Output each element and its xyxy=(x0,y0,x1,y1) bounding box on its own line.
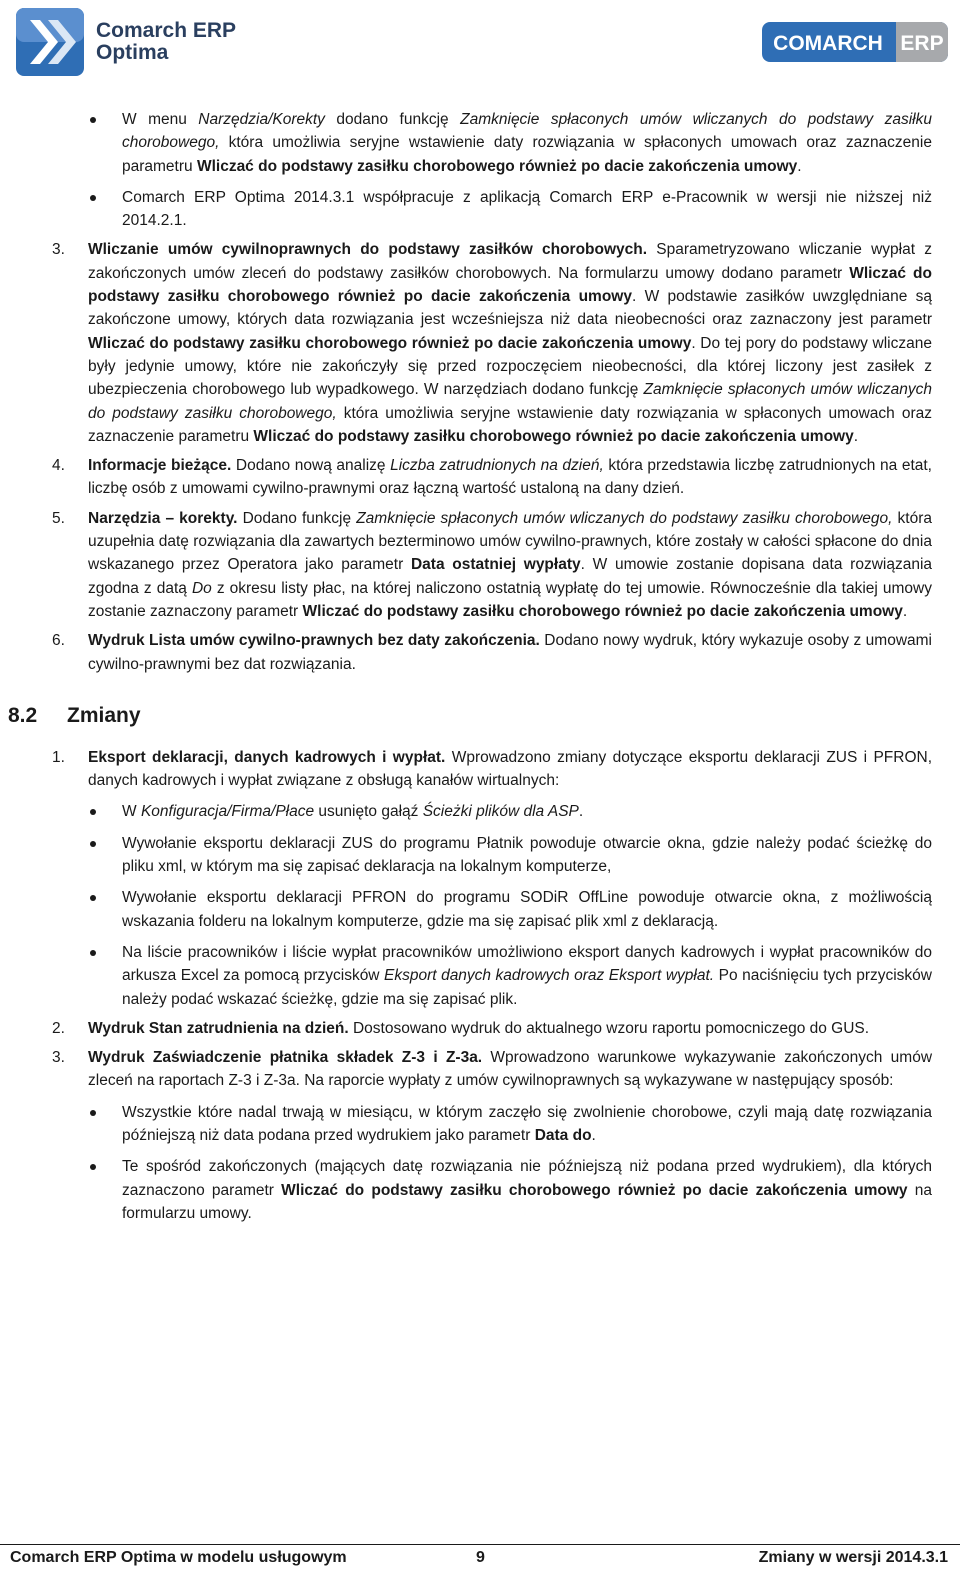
numbered-item-6 xyxy=(0,629,960,676)
text: . W podstawie zasiłków uwzględniane są zakończone umowy, których data rozwiązania jest wcześniejsza niż data nieobecności oraz zaznaczony jest parametr xyxy=(88,288,933,329)
list-item xyxy=(0,186,960,233)
parameter-name: Wliczać do podstawy zasiłku chorobowego również po dacie zakończenia umowy xyxy=(196,157,798,175)
page-number: 9 xyxy=(476,1549,485,1566)
text: Dodano nowy wydruk, który wykazuje osoby z umowami cywilno-prawnymi bez dat rozwiązania. xyxy=(88,632,932,673)
menu-path: Konfiguracja/Firma/Płace xyxy=(140,803,315,821)
text: Wprowadzono warunkowe wykazywanie zakończonych umów zleceń na raportach Z-3 i Z-3a. Na raporcie wypłaty z umów cywilnoprawnych są wykazywane w następujący sposób: xyxy=(88,1049,933,1090)
text: Na liście pracowników i liście wypłat pracowników umożliwiono eksport danych kadrowych i wypłat pracowników do arkusza Excel za pomocą przycisków xyxy=(122,943,932,985)
function-name: Zamknięcie spłaconych umów wliczanych do podstawy zasiłku chorobowego, xyxy=(122,111,932,152)
text: która umożliwia seryjne wstawienie daty rozwiązania w spłaconych umowach oraz zaznaczenie parametru xyxy=(88,404,933,445)
item-heading: Eksport deklaracji, danych kadrowych i wypłat. xyxy=(88,748,446,766)
list-item xyxy=(0,832,960,879)
text: . xyxy=(797,157,802,175)
button-names: Eksport danych kadrowych oraz Eksport wypłat. xyxy=(384,967,715,985)
item-heading: Wydruk Zaświadczenie płatnika składek Z-3 i Z-3a. xyxy=(88,1049,483,1067)
parameter-name: Wliczać do podstawy zasiłku chorobowego również po dacie zakończenia umowy xyxy=(253,427,854,445)
parameter-name: Data do xyxy=(534,1126,592,1144)
analysis-name: Liczba zatrudnionych na dzień, xyxy=(390,457,604,475)
badge-text-erp: ERP xyxy=(900,32,944,55)
change-item-1 xyxy=(0,746,960,793)
branch-name: Ścieżki plików dla ASP xyxy=(422,803,579,821)
text: która przedstawia liczbę zatrudnionych na etat, liczbę osób z umowami cywilno-prawnymi oraz łączną wartość ustaloną na dany dzień. xyxy=(88,457,932,498)
list-item xyxy=(0,886,960,933)
text: W menu xyxy=(122,111,199,128)
text: Dodano nową analizę xyxy=(231,457,391,475)
text: . Do tej pory do podstawy wliczane były jedynie umowy, które nie zakończyły się przed rozpoczęciem nieobecności, dla której liczony jest zasiłek z ubezpieczenia chorobowego lub wypadkowego. W narzędziach dodano funkcję xyxy=(88,334,932,399)
text: usunięto gałąź xyxy=(314,803,423,821)
text: Wywołanie eksportu deklaracji ZUS do programu Płatnik powoduje otwarcie okna, gdzie należy podać ścieżkę do pliku xml, w którym ma się zapisać deklaracja na lokalnym komputerze, xyxy=(122,834,932,876)
parameter-name: Wliczać do podstawy zasiłku chorobowego również po dacie zakończenia umowy xyxy=(88,264,932,306)
function-name: Zamknięcie spłaconych umów wliczanych do podstawy zasiłku chorobowego, xyxy=(356,509,893,527)
item-number: 2. xyxy=(52,1019,65,1037)
item-number: 3. xyxy=(52,1049,65,1067)
text: Comarch ERP Optima 2014.3.1 współpracuje z aplikacją Comarch ERP e-Pracownik w wersji nie niższej niż 2014.2.1. xyxy=(122,188,932,230)
section-heading xyxy=(0,700,960,732)
text: . xyxy=(578,803,584,821)
text: Wprowadzono zmiany dotyczące eksportu deklaracji ZUS i PFRON, danych kadrowych i wypłat związane z obsługą kanałów wirtualnych: xyxy=(88,748,933,790)
field-name: Do xyxy=(191,579,212,597)
document-body xyxy=(0,108,960,1225)
text: która uzupełnia datę rozwiązania dla zawartych bezterminowo umów cywilno-prawnych, które zostały w całości spłacone do dnia wskazanego przez Operatora jako parametr xyxy=(88,509,932,574)
page-footer xyxy=(0,1544,960,1575)
section-title: Zmiany xyxy=(67,703,141,727)
item-number: 6. xyxy=(52,632,65,650)
parameter-name: Wliczać do podstawy zasiłku chorobowego również po dacie zakończenia umowy xyxy=(88,334,692,352)
item-number: 4. xyxy=(52,457,65,475)
text: Dostosowano wydruk do aktualnego wzoru raportu pomocniczego do GUS. xyxy=(348,1019,870,1037)
list-item xyxy=(0,108,960,178)
bullet-icon xyxy=(90,809,96,815)
text: . W umowie zostanie dopisana data rozwiązania zgodna z datą xyxy=(88,556,933,597)
section-number: 8.2 xyxy=(8,703,38,727)
text: . xyxy=(902,602,908,620)
item-number: 3. xyxy=(52,241,65,259)
bullet-icon xyxy=(90,1110,96,1116)
item-heading: Wydruk Lista umów cywilno-prawnych bez daty zakończenia. xyxy=(88,632,540,650)
brand-line-2: Optima xyxy=(96,41,169,64)
text: Po naciśnięciu tych przycisków należy podać wskazać ścieżkę, gdzie ma się zapisać plik. xyxy=(122,967,932,1008)
text: Dodano funkcję xyxy=(237,509,357,527)
bullet-icon xyxy=(90,195,96,201)
item-heading: Wydruk Stan zatrudnienia na dzień. xyxy=(88,1019,349,1037)
bullet-icon xyxy=(90,117,96,123)
footer-version: Zmiany w wersji 2014.3.1 xyxy=(758,1549,948,1566)
brand-line-1: Comarch ERP xyxy=(96,19,237,42)
function-name: Zamknięcie spłaconych umów wliczanych do podstawy zasiłku chorobowego, xyxy=(88,381,932,422)
comarch-erp-badge-logo xyxy=(762,22,948,62)
bullet-icon xyxy=(90,950,96,956)
text: Wywołanie eksportu deklaracji PFRON do programu SODiR OffLine powoduje otwarcie okna, z możliwością wskazania folderu na lokalnym komputerze, gdzie ma się zapisać plik xml z deklaracją. xyxy=(122,889,932,930)
item-heading: Informacje bieżące. xyxy=(88,457,232,475)
numbered-item-3 xyxy=(0,238,960,448)
text: dodano funkcję xyxy=(324,111,461,128)
parameter-name: Wliczać do podstawy zasiłku chorobowego również po dacie zakończenia umowy xyxy=(302,602,903,620)
item-number: 1. xyxy=(52,748,65,766)
item-heading: Narzędzia – korekty. xyxy=(88,509,238,527)
comarch-erp-optima-logo xyxy=(14,6,236,78)
page-header xyxy=(0,0,960,90)
footer-product-name: Comarch ERP Optima w modelu usługowym xyxy=(10,1549,347,1566)
text: Wszystkie które nadal trwają w miesiącu, w którym zaczęło się zwolnienie chorobowe, czyli mają datę rozwiązania późniejszą niż data podana przed wydrukiem jako parametr xyxy=(122,1103,932,1144)
bullet-icon xyxy=(90,841,96,847)
text: . xyxy=(591,1126,596,1144)
list-item xyxy=(0,1101,960,1148)
change-item-3 xyxy=(0,1046,960,1093)
text: . xyxy=(853,427,859,445)
text: Te spośród zakończonych (mających datę rozwiązania nie późniejszą niż podana przed wydrukiem), dla których zaznaczono parametr xyxy=(122,1158,932,1199)
list-item xyxy=(0,941,960,1011)
numbered-item-4 xyxy=(0,454,960,501)
optima-logo-icon xyxy=(14,6,86,78)
bullet-icon xyxy=(90,1164,96,1170)
list-item xyxy=(0,800,960,823)
text: która umożliwia seryjne wstawienie daty rozwiązania w spłaconych umowach oraz zaznaczenie parametru xyxy=(122,134,932,175)
item-heading: Wliczanie umów cywilnoprawnych do podstawy zasiłków chorobowych. xyxy=(88,241,648,259)
text: W xyxy=(122,803,141,821)
text: na formularzu umowy. xyxy=(122,1181,932,1222)
menu-path: Narzędzia/Korekty xyxy=(198,111,325,128)
bullet-icon xyxy=(90,895,96,901)
change-item-2 xyxy=(0,1017,960,1040)
text: Sparametryzowano wliczanie wypłat z zakończonych umów zleceń do podstawy zasiłków chorobowych. Na formularzu umowy dodano parametr xyxy=(88,241,932,282)
item-number: 5. xyxy=(52,509,65,527)
list-item xyxy=(0,1155,960,1225)
numbered-item-5 xyxy=(0,507,960,623)
parameter-name: Wliczać do podstawy zasiłku chorobowego również po dacie zakończenia umowy xyxy=(281,1181,908,1199)
text: z okresu listy płac, na której naliczono ostatnią wypłatę do tej umowie. Równocześnie dla takiej umowy zostanie zaznaczony parametr xyxy=(88,579,932,620)
parameter-name: Data ostatniej wypłaty xyxy=(410,556,581,574)
badge-text-comarch: COMARCH xyxy=(773,32,883,55)
